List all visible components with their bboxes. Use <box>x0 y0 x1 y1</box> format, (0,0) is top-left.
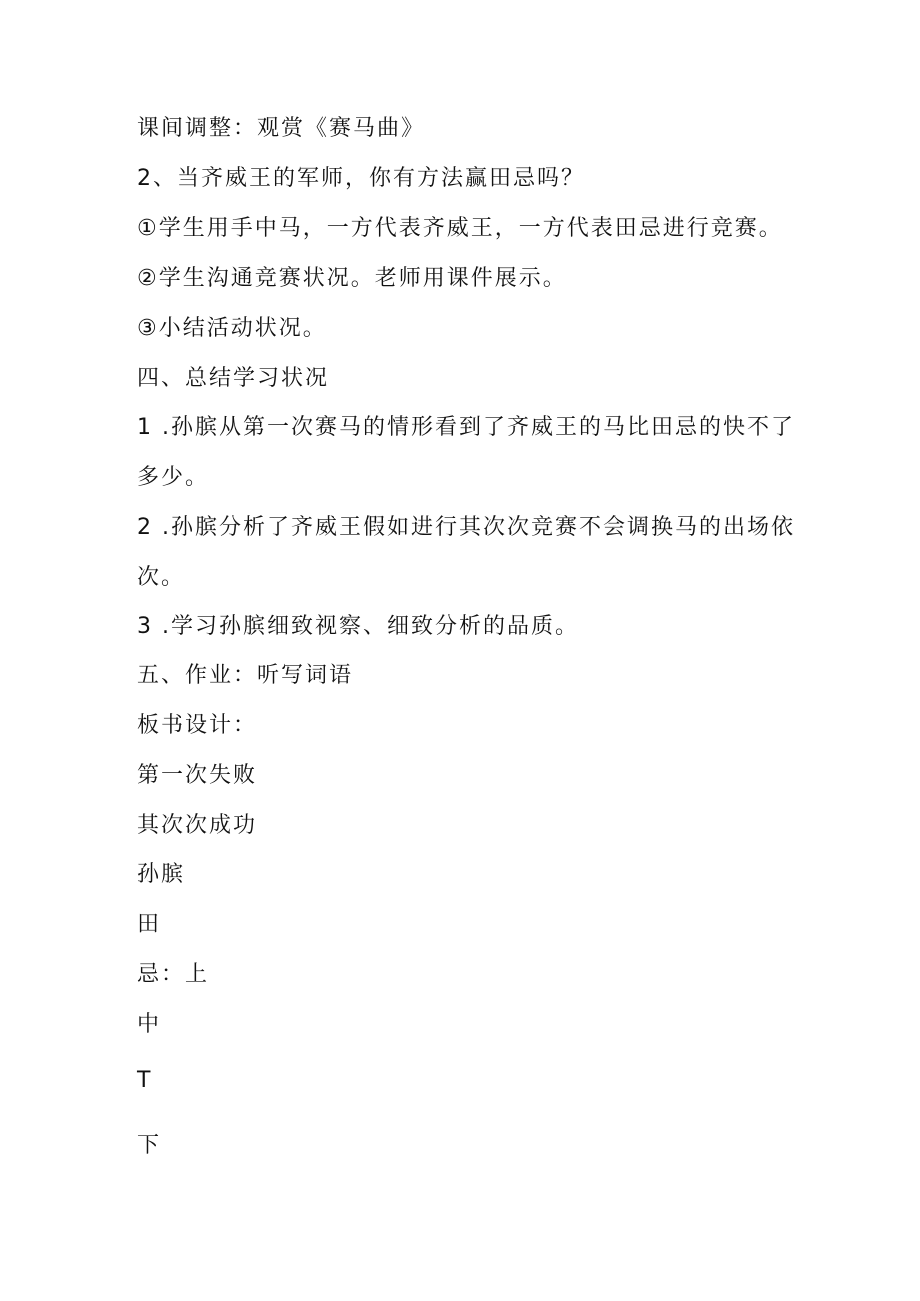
text-line: ③小结活动状况。 <box>137 316 327 341</box>
text-line: ②学生沟通竞赛状况。老师用课件展示。 <box>137 266 567 291</box>
board-line: 孙膑 <box>137 862 186 887</box>
board-line: 田 <box>137 912 162 937</box>
text-line: 3 .学习孙膑细致视察、细致分析的品质。 <box>137 614 579 639</box>
board-line: 其次次成功 <box>137 813 258 838</box>
text-line: 次。 <box>137 565 186 590</box>
text-line: 2、当齐威王的军师，你有方法赢田忌吗？ <box>137 166 585 191</box>
text-line: ①学生用手中马，一方代表齐威王，一方代表田忌进行竞赛。 <box>137 216 783 241</box>
section-heading: 四、总结学习状况 <box>137 366 330 391</box>
text-line: 课间调整：观赏《赛马曲》 <box>137 116 426 141</box>
text-line: 多少。 <box>137 465 210 490</box>
text-line: 1 .孙膑从第一次赛马的情形看到了齐威王的马比田忌的快不了 <box>137 415 795 440</box>
section-heading: 五、作业：听写词语 <box>137 663 354 688</box>
board-line: 忌：上 <box>137 962 210 987</box>
board-line: T <box>137 1068 153 1093</box>
text-line: 2 .孙膑分析了齐威王假如进行其次次竞赛不会调换马的出场依 <box>137 515 795 540</box>
board-line: 下 <box>137 1133 162 1158</box>
board-line: 第一次失败 <box>137 763 258 788</box>
board-line: 中 <box>137 1012 162 1037</box>
section-heading: 板书设计： <box>137 713 258 738</box>
